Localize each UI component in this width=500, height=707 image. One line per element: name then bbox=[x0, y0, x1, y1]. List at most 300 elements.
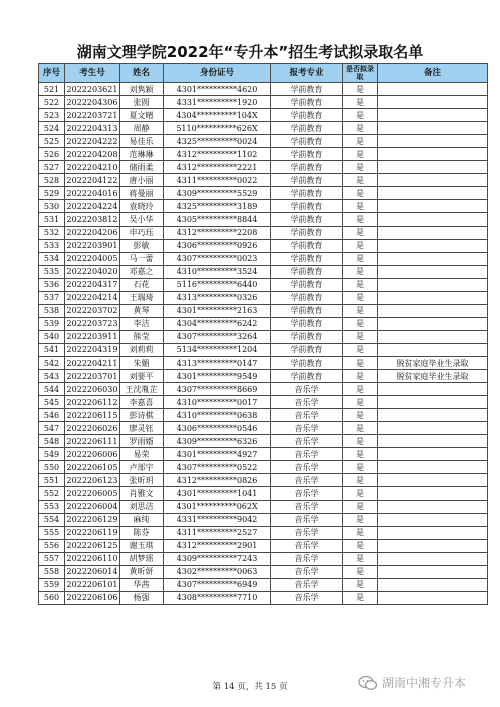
cell-id-no: 4313**********0326 bbox=[164, 291, 271, 304]
table-row bbox=[39, 83, 488, 96]
cell-id-no: 5116**********6440 bbox=[164, 278, 271, 291]
cell-admitted: 是 bbox=[343, 83, 378, 96]
table-row bbox=[39, 226, 488, 239]
cell-id-no: 4325**********3189 bbox=[164, 200, 271, 213]
cell-admitted: 是 bbox=[343, 578, 378, 591]
cell-admitted: 是 bbox=[343, 239, 378, 252]
cell-major: 音乐学 bbox=[271, 383, 343, 396]
cell-exam-no: 2022203723 bbox=[65, 317, 120, 330]
cell-seq: 560 bbox=[39, 591, 65, 604]
table-row bbox=[39, 174, 488, 187]
cell-name: 卢部宇 bbox=[120, 461, 164, 474]
cell-exam-no: 2022206111 bbox=[65, 435, 120, 448]
cell-id-no: 4307**********3264 bbox=[164, 330, 271, 343]
table-row bbox=[39, 278, 488, 291]
cell-admitted: 是 bbox=[343, 200, 378, 213]
cell-name: 刘思洁 bbox=[120, 500, 164, 513]
cell-note bbox=[378, 513, 488, 526]
cell-note bbox=[378, 122, 488, 135]
cell-note bbox=[378, 135, 488, 148]
cell-exam-no: 2022204005 bbox=[65, 252, 120, 265]
cell-id-no: 4301**********1041 bbox=[164, 487, 271, 500]
cell-name: 邓嘉之 bbox=[120, 265, 164, 278]
table-row bbox=[39, 135, 488, 148]
cell-name: 刘要平 bbox=[120, 370, 164, 383]
cell-admitted: 是 bbox=[343, 187, 378, 200]
cell-seq: 555 bbox=[39, 526, 65, 539]
cell-note bbox=[378, 422, 488, 435]
cell-major: 学前教育 bbox=[271, 96, 343, 109]
cell-id-no: 4301**********062X bbox=[164, 500, 271, 513]
cell-name: 李洁 bbox=[120, 317, 164, 330]
cell-name: 储雨柔 bbox=[120, 161, 164, 174]
cell-seq: 542 bbox=[39, 356, 65, 369]
cell-exam-no: 2022203702 bbox=[65, 304, 120, 317]
cell-major: 学前教育 bbox=[271, 252, 343, 265]
cell-admitted: 是 bbox=[343, 278, 378, 291]
cell-exam-no: 2022206119 bbox=[65, 526, 120, 539]
cell-note bbox=[378, 487, 488, 500]
table-row bbox=[39, 539, 488, 552]
cell-major: 音乐学 bbox=[271, 500, 343, 513]
cell-major: 学前教育 bbox=[271, 83, 343, 96]
cell-seq: 554 bbox=[39, 513, 65, 526]
cell-id-no: 4309**********5529 bbox=[164, 187, 271, 200]
table-row bbox=[39, 409, 488, 422]
cell-note bbox=[378, 174, 488, 187]
table-row bbox=[39, 565, 488, 578]
cell-seq: 533 bbox=[39, 239, 65, 252]
cell-seq: 530 bbox=[39, 200, 65, 213]
header-name: 姓名 bbox=[120, 64, 164, 83]
cell-major: 学前教育 bbox=[271, 148, 343, 161]
table-row bbox=[39, 422, 488, 435]
cell-major: 音乐学 bbox=[271, 461, 343, 474]
cell-note bbox=[378, 187, 488, 200]
cell-admitted: 是 bbox=[343, 526, 378, 539]
table-row bbox=[39, 461, 488, 474]
cell-exam-no: 2022206125 bbox=[65, 539, 120, 552]
cell-note bbox=[378, 83, 488, 96]
cell-admitted: 是 bbox=[343, 448, 378, 461]
table-row bbox=[39, 370, 488, 383]
cell-note bbox=[378, 552, 488, 565]
cell-id-no: 4305**********8844 bbox=[164, 213, 271, 226]
cell-admitted: 是 bbox=[343, 500, 378, 513]
cell-exam-no: 2022204319 bbox=[65, 343, 120, 356]
cell-name: 罗雨婿 bbox=[120, 435, 164, 448]
cell-note bbox=[378, 565, 488, 578]
cell-major: 学前教育 bbox=[271, 161, 343, 174]
cell-id-no: 4309**********6326 bbox=[164, 435, 271, 448]
cell-name: 夏文晴 bbox=[120, 109, 164, 122]
cell-exam-no: 2022204313 bbox=[65, 122, 120, 135]
table-row bbox=[39, 591, 488, 604]
cell-name: 熊莹 bbox=[120, 330, 164, 343]
cell-name: 杨强 bbox=[120, 591, 164, 604]
cell-admitted: 是 bbox=[343, 474, 378, 487]
table-row bbox=[39, 265, 488, 278]
table-row bbox=[39, 552, 488, 565]
cell-seq: 545 bbox=[39, 396, 65, 409]
cell-major: 学前教育 bbox=[271, 239, 343, 252]
cell-note bbox=[378, 226, 488, 239]
cell-exam-no: 2022204317 bbox=[65, 278, 120, 291]
cell-note bbox=[378, 252, 488, 265]
cell-seq: 548 bbox=[39, 435, 65, 448]
cell-note bbox=[378, 96, 488, 109]
cell-id-no: 4307**********8669 bbox=[164, 383, 271, 396]
cell-admitted: 是 bbox=[343, 513, 378, 526]
cell-seq: 521 bbox=[39, 83, 65, 96]
cell-exam-no: 2022203621 bbox=[65, 83, 120, 96]
cell-exam-no: 2022206026 bbox=[65, 422, 120, 435]
cell-id-no: 4311**********0022 bbox=[164, 174, 271, 187]
cell-note bbox=[378, 500, 488, 513]
cell-admitted: 是 bbox=[343, 422, 378, 435]
cell-admitted: 是 bbox=[343, 552, 378, 565]
cell-id-no: 4311**********2527 bbox=[164, 526, 271, 539]
cell-name: 朱媚 bbox=[120, 356, 164, 369]
cell-major: 学前教育 bbox=[271, 213, 343, 226]
cell-admitted: 是 bbox=[343, 213, 378, 226]
cell-name: 麻纯 bbox=[120, 513, 164, 526]
cell-major: 学前教育 bbox=[271, 226, 343, 239]
cell-admitted: 是 bbox=[343, 591, 378, 604]
cell-admitted: 是 bbox=[343, 565, 378, 578]
cell-major: 音乐学 bbox=[271, 396, 343, 409]
cell-admitted: 是 bbox=[343, 409, 378, 422]
cell-id-no: 5134**********1204 bbox=[164, 343, 271, 356]
cell-name: 肖雅文 bbox=[120, 487, 164, 500]
cell-name: 申巧珏 bbox=[120, 226, 164, 239]
cell-note bbox=[378, 148, 488, 161]
cell-admitted: 是 bbox=[343, 96, 378, 109]
cell-id-no: 4304**********104X bbox=[164, 109, 271, 122]
cell-admitted: 是 bbox=[343, 135, 378, 148]
table-row bbox=[39, 330, 488, 343]
cell-major: 学前教育 bbox=[271, 304, 343, 317]
cell-major: 音乐学 bbox=[271, 474, 343, 487]
cell-admitted: 是 bbox=[343, 122, 378, 135]
cell-admitted: 是 bbox=[343, 461, 378, 474]
table-row bbox=[39, 187, 488, 200]
cell-name: 石花 bbox=[120, 278, 164, 291]
cell-name: 易佳乐 bbox=[120, 135, 164, 148]
cell-admitted: 是 bbox=[343, 487, 378, 500]
cell-exam-no: 2022204210 bbox=[65, 161, 120, 174]
cell-name: 易荣 bbox=[120, 448, 164, 461]
cell-seq: 546 bbox=[39, 409, 65, 422]
cell-major: 音乐学 bbox=[271, 565, 343, 578]
cell-admitted: 是 bbox=[343, 396, 378, 409]
table-row bbox=[39, 252, 488, 265]
cell-note bbox=[378, 448, 488, 461]
cell-exam-no: 2022206105 bbox=[65, 461, 120, 474]
cell-note: 脱贫家庭毕业生录取 bbox=[378, 356, 488, 369]
cell-exam-no: 2022206030 bbox=[65, 383, 120, 396]
cell-major: 音乐学 bbox=[271, 448, 343, 461]
document-title: 湖南文理学院2022年“专升本”招生考试拟录取名单 bbox=[76, 43, 424, 61]
cell-seq: 528 bbox=[39, 174, 65, 187]
cell-id-no: 4312**********1102 bbox=[164, 148, 271, 161]
cell-note bbox=[378, 383, 488, 396]
cell-exam-no: 2022203812 bbox=[65, 213, 120, 226]
table-row bbox=[39, 317, 488, 330]
cell-id-no: 4304**********6242 bbox=[164, 317, 271, 330]
cell-major: 音乐学 bbox=[271, 487, 343, 500]
cell-note bbox=[378, 578, 488, 591]
cell-admitted: 是 bbox=[343, 148, 378, 161]
table-row bbox=[39, 513, 488, 526]
cell-note bbox=[378, 343, 488, 356]
cell-exam-no: 2022204222 bbox=[65, 135, 120, 148]
table-body bbox=[39, 83, 488, 605]
table-row bbox=[39, 161, 488, 174]
cell-admitted: 是 bbox=[343, 161, 378, 174]
table-row bbox=[39, 500, 488, 513]
cell-id-no: 4312**********0826 bbox=[164, 474, 271, 487]
cell-exam-no: 2022206110 bbox=[65, 552, 120, 565]
cell-major: 学前教育 bbox=[271, 356, 343, 369]
table-row bbox=[39, 474, 488, 487]
cell-note bbox=[378, 330, 488, 343]
table-row bbox=[39, 148, 488, 161]
cell-name: 张昕玥 bbox=[120, 474, 164, 487]
cell-note bbox=[378, 591, 488, 604]
cell-seq: 532 bbox=[39, 226, 65, 239]
table-row bbox=[39, 526, 488, 539]
cell-name: 袁晓玲 bbox=[120, 200, 164, 213]
cell-seq: 547 bbox=[39, 422, 65, 435]
cell-name: 马一蕾 bbox=[120, 252, 164, 265]
cell-admitted: 是 bbox=[343, 370, 378, 383]
cell-note bbox=[378, 278, 488, 291]
cell-id-no: 4310**********0017 bbox=[164, 396, 271, 409]
cell-admitted: 是 bbox=[343, 109, 378, 122]
cell-exam-no: 2022203911 bbox=[65, 330, 120, 343]
cell-id-no: 4306**********0546 bbox=[164, 422, 271, 435]
cell-major: 音乐学 bbox=[271, 513, 343, 526]
cell-id-no: 4309**********7243 bbox=[164, 552, 271, 565]
cell-exam-no: 2022204214 bbox=[65, 291, 120, 304]
wechat-icon bbox=[358, 675, 378, 691]
cell-id-no: 4310**********3524 bbox=[164, 265, 271, 278]
cell-admitted: 是 bbox=[343, 539, 378, 552]
cell-note bbox=[378, 200, 488, 213]
cell-exam-no: 2022206112 bbox=[65, 396, 120, 409]
cell-exam-no: 2022204122 bbox=[65, 174, 120, 187]
cell-admitted: 是 bbox=[343, 291, 378, 304]
cell-id-no: 4307**********0023 bbox=[164, 252, 271, 265]
cell-seq: 540 bbox=[39, 330, 65, 343]
cell-seq: 556 bbox=[39, 539, 65, 552]
cell-seq: 535 bbox=[39, 265, 65, 278]
cell-name: 唐小丽 bbox=[120, 174, 164, 187]
cell-exam-no: 2022206004 bbox=[65, 500, 120, 513]
cell-id-no: 4307**********6949 bbox=[164, 578, 271, 591]
header-exam-no: 考生号 bbox=[65, 64, 120, 83]
table-row bbox=[39, 396, 488, 409]
cell-seq: 559 bbox=[39, 578, 65, 591]
cell-major: 学前教育 bbox=[271, 291, 343, 304]
cell-seq: 541 bbox=[39, 343, 65, 356]
cell-admitted: 是 bbox=[343, 435, 378, 448]
table-row bbox=[39, 109, 488, 122]
table-row bbox=[39, 578, 488, 591]
cell-id-no: 4302**********0063 bbox=[164, 565, 271, 578]
page-footer: 第 14 页，共 15 页 bbox=[212, 682, 288, 692]
cell-note bbox=[378, 526, 488, 539]
cell-name: 黄琴 bbox=[120, 304, 164, 317]
cell-id-no: 4312**********2901 bbox=[164, 539, 271, 552]
cell-admitted: 是 bbox=[343, 252, 378, 265]
cell-major: 学前教育 bbox=[271, 330, 343, 343]
cell-seq: 524 bbox=[39, 122, 65, 135]
cell-seq: 552 bbox=[39, 487, 65, 500]
cell-note bbox=[378, 161, 488, 174]
cell-major: 学前教育 bbox=[271, 278, 343, 291]
cell-note bbox=[378, 396, 488, 409]
cell-seq: 558 bbox=[39, 565, 65, 578]
cell-major: 学前教育 bbox=[271, 343, 343, 356]
cell-name: 彭诗棋 bbox=[120, 409, 164, 422]
cell-major: 学前教育 bbox=[271, 265, 343, 278]
table-header-row bbox=[39, 64, 488, 83]
cell-major: 音乐学 bbox=[271, 552, 343, 565]
header-id-no: 身份证号 bbox=[164, 64, 271, 83]
header-seq: 序号 bbox=[39, 64, 65, 83]
cell-seq: 522 bbox=[39, 96, 65, 109]
cell-exam-no: 2022206014 bbox=[65, 565, 120, 578]
table-row bbox=[39, 200, 488, 213]
cell-major: 音乐学 bbox=[271, 539, 343, 552]
cell-major: 学前教育 bbox=[271, 109, 343, 122]
cell-major: 音乐学 bbox=[271, 422, 343, 435]
table-row bbox=[39, 291, 488, 304]
cell-admitted: 是 bbox=[343, 330, 378, 343]
cell-id-no: 4301**********9549 bbox=[164, 370, 271, 383]
admission-table bbox=[38, 63, 488, 605]
cell-note bbox=[378, 109, 488, 122]
cell-name: 谢玉琪 bbox=[120, 539, 164, 552]
cell-name: 吴小华 bbox=[120, 213, 164, 226]
cell-name: 黄昕妍 bbox=[120, 565, 164, 578]
cell-note bbox=[378, 317, 488, 330]
cell-name: 周静 bbox=[120, 122, 164, 135]
table-row bbox=[39, 304, 488, 317]
cell-id-no: 5110**********626X bbox=[164, 122, 271, 135]
table-row bbox=[39, 435, 488, 448]
cell-name: 李嘉喜 bbox=[120, 396, 164, 409]
cell-admitted: 是 bbox=[343, 304, 378, 317]
cell-major: 音乐学 bbox=[271, 578, 343, 591]
cell-seq: 550 bbox=[39, 461, 65, 474]
cell-id-no: 4312**********2208 bbox=[164, 226, 271, 239]
cell-seq: 523 bbox=[39, 109, 65, 122]
cell-name: 胡梦瑶 bbox=[120, 552, 164, 565]
cell-note bbox=[378, 291, 488, 304]
cell-admitted: 是 bbox=[343, 356, 378, 369]
cell-admitted: 是 bbox=[343, 317, 378, 330]
cell-note bbox=[378, 409, 488, 422]
cell-seq: 543 bbox=[39, 370, 65, 383]
cell-seq: 529 bbox=[39, 187, 65, 200]
cell-name: 王沈胤芷 bbox=[120, 383, 164, 396]
cell-exam-no: 2022206006 bbox=[65, 448, 120, 461]
cell-seq: 551 bbox=[39, 474, 65, 487]
table-row bbox=[39, 343, 488, 356]
cell-seq: 537 bbox=[39, 291, 65, 304]
table-row bbox=[39, 448, 488, 461]
cell-note bbox=[378, 461, 488, 474]
cell-name: 蒋曼丽 bbox=[120, 187, 164, 200]
cell-name: 彭敏 bbox=[120, 239, 164, 252]
cell-id-no: 4313**********0147 bbox=[164, 356, 271, 369]
watermark-text: 湖南中湘专升本 bbox=[382, 676, 467, 690]
cell-seq: 544 bbox=[39, 383, 65, 396]
cell-admitted: 是 bbox=[343, 383, 378, 396]
cell-major: 学前教育 bbox=[271, 122, 343, 135]
cell-id-no: 4312**********2221 bbox=[164, 161, 271, 174]
cell-major: 学前教育 bbox=[271, 187, 343, 200]
cell-major: 学前教育 bbox=[271, 135, 343, 148]
cell-exam-no: 2022204020 bbox=[65, 265, 120, 278]
cell-name: 范琳琳 bbox=[120, 148, 164, 161]
cell-seq: 526 bbox=[39, 148, 65, 161]
table-row bbox=[39, 356, 488, 369]
table-row bbox=[39, 239, 488, 252]
cell-id-no: 4310**********0638 bbox=[164, 409, 271, 422]
cell-admitted: 是 bbox=[343, 174, 378, 187]
cell-id-no: 4301**********4927 bbox=[164, 448, 271, 461]
cell-note bbox=[378, 435, 488, 448]
cell-seq: 525 bbox=[39, 135, 65, 148]
cell-exam-no: 2022206123 bbox=[65, 474, 120, 487]
cell-note bbox=[378, 213, 488, 226]
cell-seq: 536 bbox=[39, 278, 65, 291]
cell-major: 学前教育 bbox=[271, 317, 343, 330]
cell-id-no: 4306**********0926 bbox=[164, 239, 271, 252]
cell-exam-no: 2022206106 bbox=[65, 591, 120, 604]
cell-note bbox=[378, 474, 488, 487]
cell-exam-no: 2022203721 bbox=[65, 109, 120, 122]
cell-exam-no: 2022203701 bbox=[65, 370, 120, 383]
cell-exam-no: 2022206101 bbox=[65, 578, 120, 591]
cell-note bbox=[378, 265, 488, 278]
table-row bbox=[39, 122, 488, 135]
cell-admitted: 是 bbox=[343, 265, 378, 278]
cell-seq: 531 bbox=[39, 213, 65, 226]
cell-id-no: 4325**********0024 bbox=[164, 135, 271, 148]
cell-seq: 538 bbox=[39, 304, 65, 317]
cell-exam-no: 2022204224 bbox=[65, 200, 120, 213]
cell-name: 刘隽颖 bbox=[120, 83, 164, 96]
cell-major: 学前教育 bbox=[271, 370, 343, 383]
cell-id-no: 4331**********1920 bbox=[164, 96, 271, 109]
cell-seq: 527 bbox=[39, 161, 65, 174]
cell-major: 音乐学 bbox=[271, 591, 343, 604]
table-row bbox=[39, 383, 488, 396]
cell-note: 脱贫家庭毕业生录取 bbox=[378, 370, 488, 383]
cell-name: 张圆 bbox=[120, 96, 164, 109]
cell-seq: 549 bbox=[39, 448, 65, 461]
watermark bbox=[358, 674, 466, 691]
table-row bbox=[39, 487, 488, 500]
cell-major: 音乐学 bbox=[271, 409, 343, 422]
cell-exam-no: 2022204211 bbox=[65, 356, 120, 369]
cell-id-no: 4331**********9042 bbox=[164, 513, 271, 526]
